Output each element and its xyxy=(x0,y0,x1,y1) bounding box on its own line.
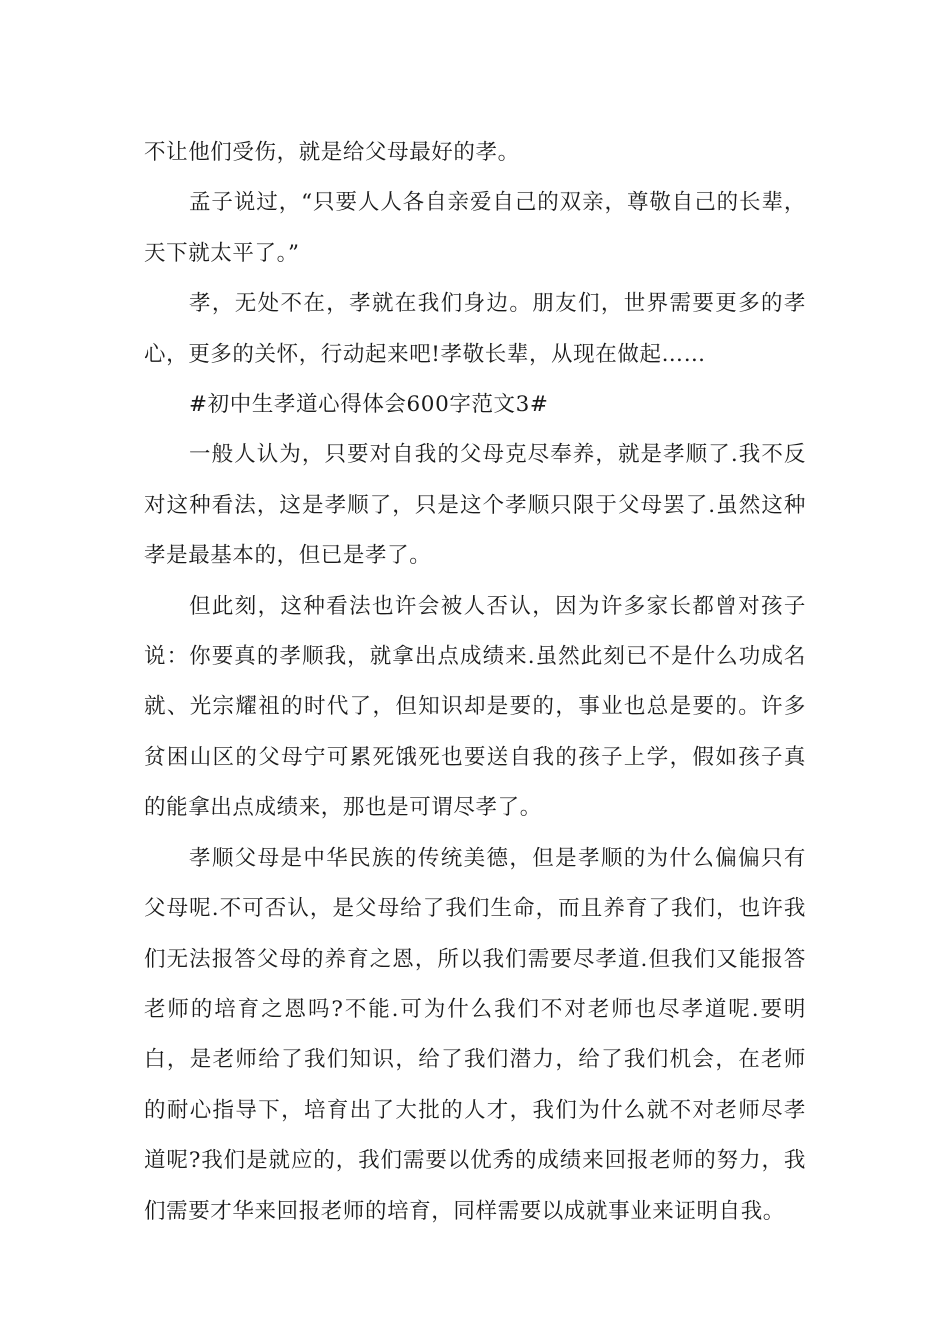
paragraph-continuation: 不让他们受伤，就是给父母最好的孝。 xyxy=(144,140,520,165)
paragraph-achievement-view: 但此刻，这种看法也许会被人否认，因为许多家长都曾对孩子说：你要真的孝顺我，就拿出点成绩来.虽然此刻已不是什么功成名就、光宗耀祖的时代了，但知识却是要的，事业也总是要的。许多贫困山区的父母宁可累死饿死也要送自我的孩子上学，假如孩子真的能拿出点成绩来，那也是可谓尽孝了。 xyxy=(144,593,806,821)
paragraph-common-view: 一般人认为，只要对自我的父母克尽奉养，就是孝顺了.我不反对这种看法，这是孝顺了，只是这个孝顺只限于父母罢了.虽然这种孝是最基本的，但已是孝了。 xyxy=(144,442,806,569)
paragraph-filial-everywhere: 孝，无处不在，孝就在我们身边。朋友们，世界需要更多的孝心，更多的关怀，行动起来吧!孝敬长辈，从现在做起…… xyxy=(144,291,806,367)
paragraph-mencius-quote: 孟子说过，“只要人人各自亲爱自己的双亲，尊敬自己的长辈，天下就太平了。” xyxy=(144,190,806,266)
paragraph-teachers: 孝顺父母是中华民族的传统美德，但是孝顺的为什么偏偏只有父母呢.不可否认，是父母给了我们生命，而且养育了我们，也许我们无法报答父母的养育之恩，所以我们需要尽孝道.但我们又能报答老师的培育之恩吗?不能.可为什么我们不对老师也尽孝道呢.要明白，是老师给了我们知识，给了我们潜力，给了我们机会，在老师的耐心指导下，培育出了大批的人才，我们为什么就不对老师尽孝道呢?我们是就应的，我们需要以优秀的成绩来回报老师的努力，我们需要才华来回报老师的培育，同样需要以成就事业来证明自我。 xyxy=(144,845,806,1224)
section-heading: #初中生孝道心得体会600字范文3# xyxy=(189,392,549,418)
document-body xyxy=(144,128,806,1237)
